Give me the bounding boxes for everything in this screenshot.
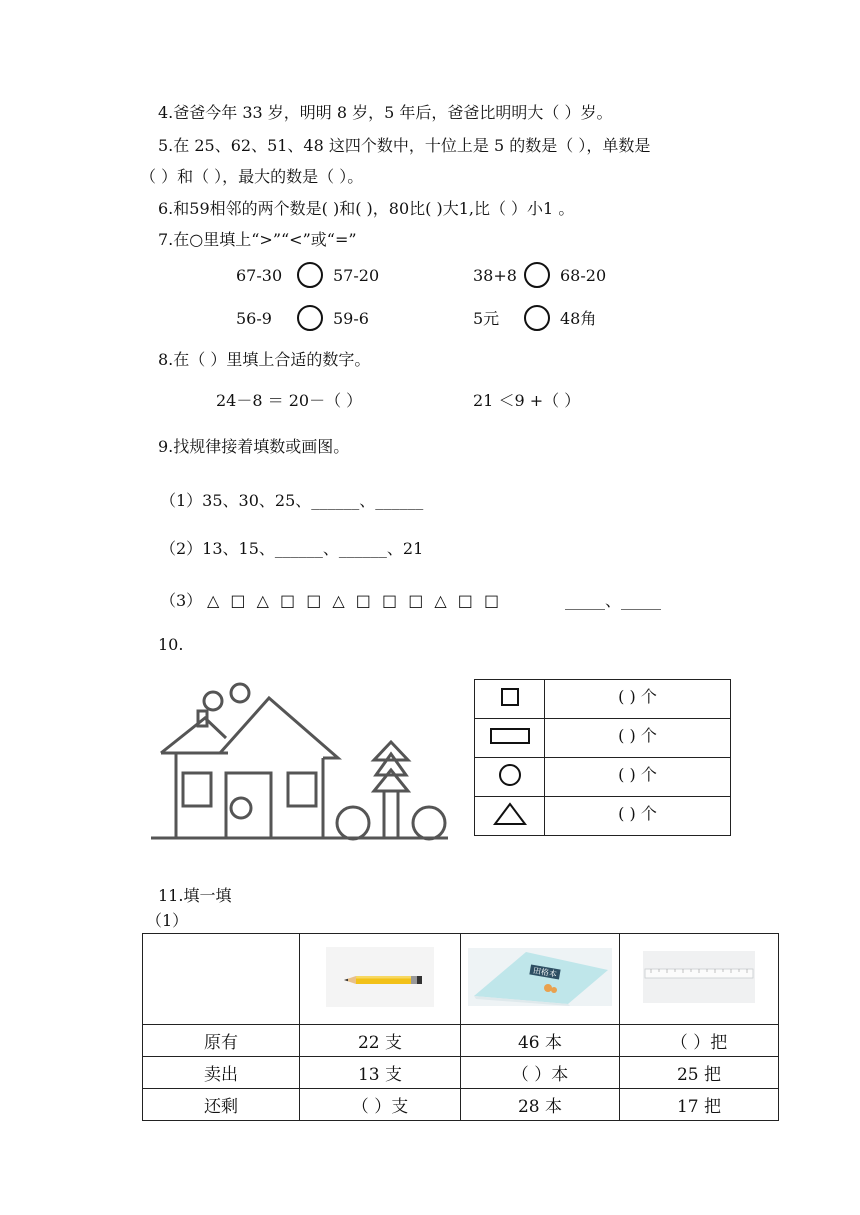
question-8: 8.在（ ）里填上合适的数字。 (158, 350, 371, 369)
q8-a: 24－8 ＝ 20－（ ） (216, 391, 363, 410)
question-6: 6.和59相邻的两个数是( )和( )，80比( )大1,比（ ）小1 。 (158, 199, 575, 218)
circle-icon-cell (475, 758, 545, 797)
compare-circle[interactable] (297, 305, 323, 331)
inventory-table (142, 933, 779, 1121)
table-row (143, 1089, 779, 1121)
table-row (475, 797, 731, 836)
circle-icon (497, 762, 523, 788)
empty-header-cell (143, 934, 300, 1025)
row-label: 卖出 (143, 1057, 300, 1089)
ruler-cell (620, 934, 779, 1025)
question-5-line2: （ ）和（ ），最大的数是（ ）。 (140, 167, 364, 186)
q7-b-left: 38+8 (473, 266, 517, 285)
triangle-icon-cell (475, 797, 545, 836)
q7-c-right: 59-6 (333, 309, 369, 328)
question-5-line1: 5.在 25、62、51、48 这四个数中，十位上是 5 的数是（ ），单数是 (158, 136, 651, 155)
compare-circle[interactable] (524, 262, 550, 288)
count-cell[interactable]: ( ) 个 (545, 680, 731, 719)
table-cell: 25 把 (620, 1057, 779, 1089)
q9-part3-label: （3） (160, 591, 203, 610)
table-cell: 17 把 (620, 1089, 779, 1121)
blank-cell[interactable]: （ ）支 (300, 1089, 461, 1121)
compare-circle[interactable] (524, 305, 550, 331)
count-cell[interactable]: ( ) 个 (545, 719, 731, 758)
q9-part3-shapes: △ □ △ □ □ △ □ □ □ △ □ □ (207, 591, 503, 610)
q9-part3-blanks: _____、_____ (565, 591, 662, 610)
question-4: 4.爸爸今年 33 岁，明明 8 岁，5 年后，爸爸比明明大（ ）岁。 (158, 103, 613, 122)
table-cell: 28 本 (461, 1089, 620, 1121)
row-label: 原有 (143, 1025, 300, 1057)
count-cell[interactable]: ( ) 个 (545, 758, 731, 797)
rectangle-icon-cell (475, 719, 545, 758)
q8-b: 21 ＜9 +（ ） (473, 391, 581, 410)
q7-d-right: 48角 (560, 309, 597, 328)
square-icon-cell (475, 680, 545, 719)
compare-circle[interactable] (297, 262, 323, 288)
count-cell[interactable]: ( ) 个 (545, 797, 731, 836)
table-row (475, 758, 731, 797)
q7-b-right: 68-20 (560, 266, 607, 285)
q7-a-right: 57-20 (333, 266, 380, 285)
pencil-cell (300, 934, 461, 1025)
table-cell: 46 本 (461, 1025, 620, 1057)
table-row (475, 719, 731, 758)
ruler-icon (643, 951, 755, 1003)
table-cell: 13 支 (300, 1057, 461, 1089)
notebook-cell (461, 934, 620, 1025)
notebook-label: 田格本 (532, 965, 558, 979)
q9-part1: （1）35、30、25、______、______ (160, 491, 424, 510)
row-label: 还剩 (143, 1089, 300, 1121)
square-icon (499, 686, 521, 708)
shape-count-table (474, 679, 731, 836)
question-7: 7.在○里填上“>”“<”或“=” (158, 230, 357, 249)
q7-a-left: 67-30 (236, 266, 283, 285)
triangle-icon (493, 801, 527, 827)
question-9: 9.找规律接着填数或画图。 (158, 437, 350, 456)
q7-c-left: 56-9 (236, 309, 272, 328)
pencil-icon (326, 947, 434, 1007)
q7-d-left: 5元 (473, 309, 500, 328)
table-row (475, 680, 731, 719)
table-cell: 22 支 (300, 1025, 461, 1057)
question-11-sub: （1） (146, 911, 189, 930)
table-row (143, 934, 779, 1025)
house-drawing (148, 678, 453, 848)
rectangle-icon (489, 725, 531, 747)
table-row (143, 1057, 779, 1089)
blank-cell[interactable]: （ ）把 (620, 1025, 779, 1057)
notebook-icon (468, 948, 612, 1006)
question-10: 10. (158, 635, 184, 654)
q9-part2: （2）13、15、______、______、21 (160, 539, 424, 558)
table-row (143, 1025, 779, 1057)
question-11: 11.填一填 (158, 886, 232, 905)
blank-cell[interactable]: （ ）本 (461, 1057, 620, 1089)
